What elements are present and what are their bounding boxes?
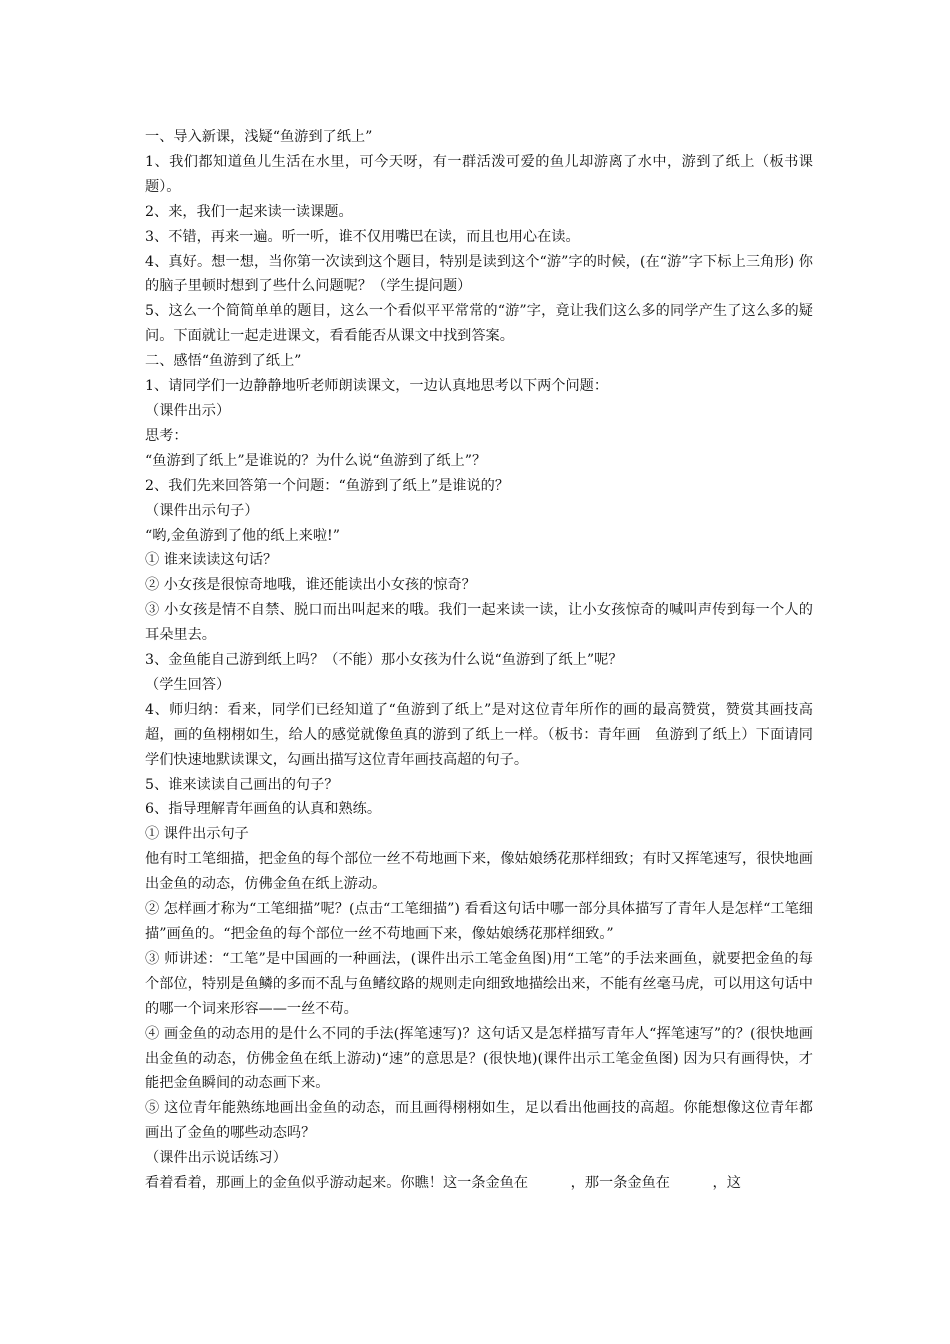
paragraph: （课件出示） [145,402,231,419]
paragraph: 他有时工笔细描，把金鱼的每个部位一丝不苟地画下来，像姑娘绣花那样细致；有时又挥笔速写，很快地画出金鱼的动态，仿佛金鱼在纸上游动。 [145,851,813,893]
paragraph: 5、谁来读读自己画出的句子？ [145,776,339,793]
paragraph: 1、我们都知道鱼儿生活在水里，可今天呀，有一群活泼可爱的鱼儿却游离了水中，游到了纸上（板书课题）。 [145,153,813,195]
paragraph: （课件出示说话练习） [145,1150,287,1167]
numbered-item: ① 谁来读读这句话？ [145,552,278,569]
numbered-item: ② 怎样画才称为“工笔细描”呢？(点击“工笔细描”) 看看这句话中哪一部分具体描写了青年人是怎样“工笔细描”画鱼的。“把金鱼的每个部位一丝不苟地画下来，像姑娘绣花那样细致。” [145,901,813,942]
paragraph: 3、不错，再来一遍。听一听，谁不仅用嘴巴在读，而且也用心在读。 [145,228,580,245]
paragraph: 6、指导理解青年画鱼的认真和熟练。 [145,801,382,818]
paragraph: （课件出示句子） [145,502,259,519]
paragraph: 看着看着，那画上的金鱼似乎游动起来。你瞧！这一条金鱼在 ，那一条金鱼在 ，这 [145,1175,741,1192]
paragraph: “鱼游到了纸上”是谁说的？为什么说“鱼游到了纸上”？ [145,452,487,469]
paragraph: 4、师归纳：看来，同学们已经知道了“鱼游到了纸上”是对这位青年所作的画的最高赞赏，赞赏其画技高超，画的鱼栩栩如生，给人的感觉就像鱼真的游到了纸上一样。（板书：青年画 鱼游到了纸上）下面请同学们快速地默读课文，勾画出描写这位青年画技高超的句子。 [145,701,813,768]
paragraph: 3、金鱼能自己游到纸上吗？（不能）那小女孩为什么说“鱼游到了纸上”呢？ [145,652,623,669]
paragraph: 1、请同学们一边静静地听老师朗读课文，一边认真地思考以下两个问题： [145,378,609,395]
quote-line: “哟,金鱼游到了他的纸上来啦!” [145,527,340,544]
numbered-item: ③ 师讲述：“工笔”是中国画的一种画法，(课件出示工笔金鱼图)用“工笔”的手法来画鱼，就要把金鱼的每个部位，特别是鱼鳞的多而不乱与鱼鳍纹路的规则走向细致地描绘出来，不能有丝毫马虎，可以用这句话中的哪一个词来形容——一丝不苟。 [145,950,813,1017]
section-heading-2: 二、感悟“鱼游到了纸上” [145,353,302,370]
paragraph: 4、真好。想一想，当你第一次读到这个题目，特别是读到这个“游”字的时候，(在“游”字下标上三角形) 你的脑子里顿时想到了些什么问题呢？（学生提问题） [145,253,813,295]
numbered-item: ① 课件出示句子 [145,826,249,843]
paragraph: 2、来，我们一起来读一读课题。 [145,203,353,220]
paragraph: 5、这么一个简简单单的题目，这么一个看似平平常常的“游”字，竟让我们这么多的同学产生了这么多的疑问。下面就让一起走进课文，看看能否从课文中找到答案。 [145,303,813,345]
numbered-item: ④ 画金鱼的动态用的是什么不同的手法(挥笔速写)？这句话又是怎样描写青年人“挥笔速写”的？(很快地画出金鱼的动态，仿佛金鱼在纸上游动)“速”的意思是？(很快地)(课件出示工笔金鱼图) 因为只有画得快，才能把金鱼瞬间的动态画下来。 [145,1025,813,1092]
numbered-item: ② 小女孩是很惊奇地哦，谁还能读出小女孩的惊奇？ [145,577,476,594]
section-heading-1: 一、导入新课，浅疑“鱼游到了纸上” [145,129,373,145]
document-page [145,125,813,1196]
paragraph: 2、我们先来回答第一个问题：“鱼游到了纸上”是谁说的？ [145,477,510,494]
numbered-item: ③ 小女孩是情不自禁、脱口而出叫起来的哦。我们一起来读一读，让小女孩惊奇的喊叫声传到每一个人的耳朵里去。 [145,602,813,644]
numbered-item: ⑤ 这位青年能熟练地画出金鱼的动态，而且画得栩栩如生，足以看出他画技的高超。你能想像这位青年都画出了金鱼的哪些动态吗？ [145,1100,813,1142]
paragraph: （学生回答） [145,676,231,693]
paragraph: 思考： [145,427,188,444]
